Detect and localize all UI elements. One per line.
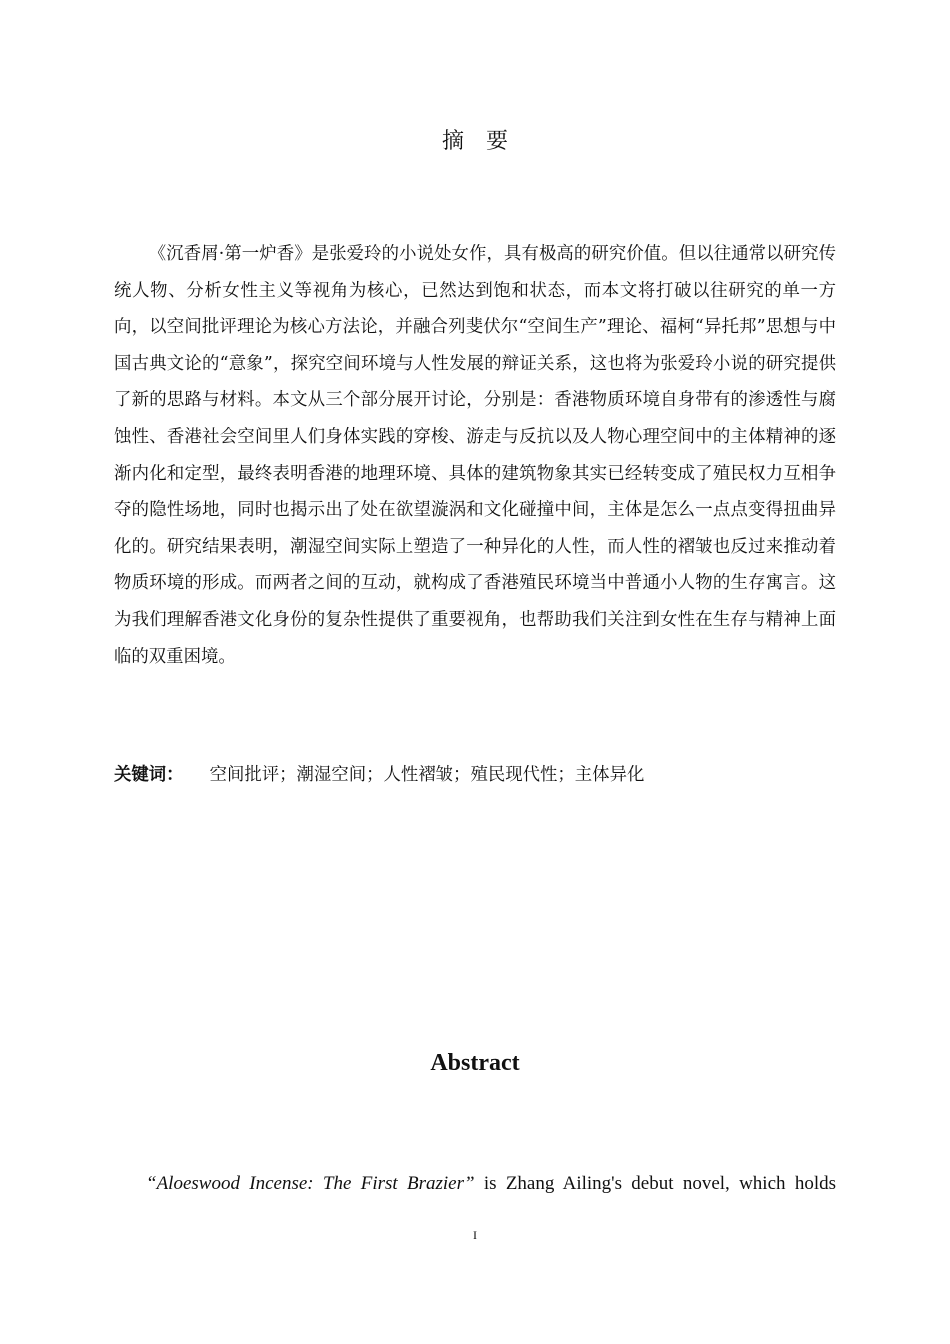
abstract-en-body — [114, 1166, 836, 1202]
abstract-en-title: Abstract — [430, 1050, 520, 1076]
keywords-line — [114, 757, 836, 793]
page-number: I — [473, 1228, 477, 1242]
keywords-label: 关键词： — [114, 765, 184, 785]
keywords-values: 空间批评；潮湿空间；人性褶皱；殖民现代性；主体异化 — [209, 765, 645, 785]
abstract-cn-body: 《沉香屑·第一炉香》是张爱玲的小说处女作，具有极高的研究价值。但以往通常以研究传统人物、分析女性主义等视角为核心，已然达到饱和状态，而本文将打破以往研究的单一方向，以空间批评理论为核心方法论，并融合列斐伏尔“空间生产”理论、福柯“异托邦”思想与中国古典文论的“意象”，探究空间环境与人性发展的辩证关系，这也将为张爱玲小说的研究提供了新的思路与材料。本文从三个部分展开讨论，分别是：香港物质环境自身带有的渗透性与腐蚀性、香港社会空间里人们身体实践的穿梭、游走与反抗以及人物心理空间中的主体精神的逐渐内化和定型，最终表明香港的地理环境、具体的建筑物象其实已经转变成了殖民权力互相争夺的隐性场地，同时也揭示出了处在欲望漩涡和文化碰撞中间，主体是怎么一点点变得扭曲异化的。研究结果表明，潮湿空间实际上塑造了一种异化的人性，而人性的褶皱也反过来推动着物质环境的形成。而两者之间的互动，就构成了香港殖民环境当中普通小人物的生存寓言。这为我们理解香港文化身份的复杂性提供了重要视角，也帮助我们关注到女性在生存与精神上面临的双重困境。 — [114, 244, 836, 667]
novel-title: “Aloeswood Incense: The First Brazier” — [146, 1173, 475, 1194]
abstract-cn-title: 摘要 — [441, 129, 530, 154]
abstract-en-text: is Zhang Ailing's debut novel, which holds — [474, 1173, 836, 1194]
